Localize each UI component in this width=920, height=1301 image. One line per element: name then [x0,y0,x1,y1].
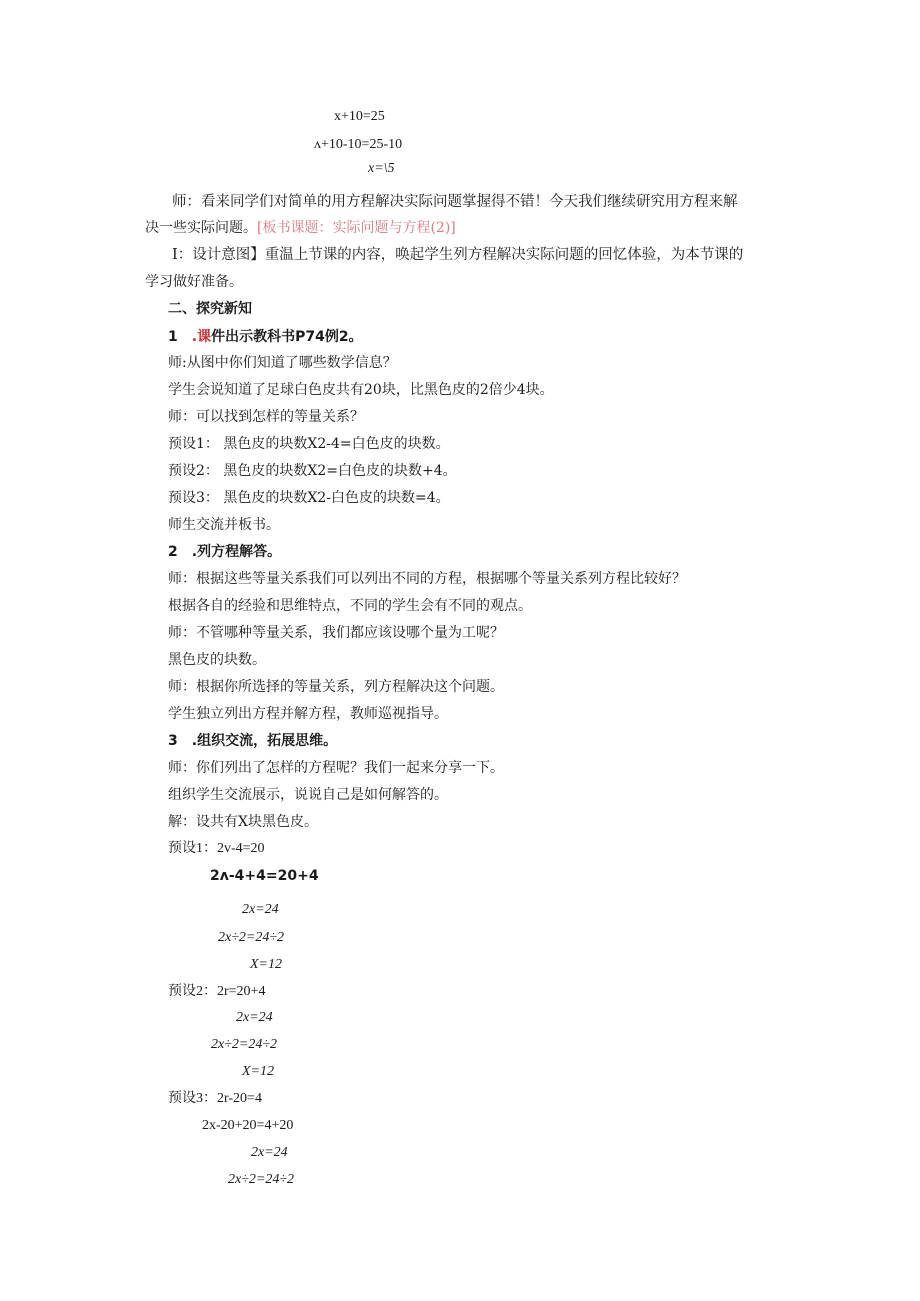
step-text: .列方程解答。 [191,544,282,560]
section-heading: 二、探究新知 [168,301,252,317]
dialog-line: 根据各自的经验和思维特点，不同的学生会有不同的观点。 [168,598,532,614]
dialog-line: 师:从图中你们知道了哪些数学信息？ [168,355,397,371]
dialog-line: 组织学生交流展示，说说自己是如何解答的。 [168,787,448,803]
preset-label: 预设2：2r=20+4 [168,984,266,999]
dialog-line: 预设2： 黑色皮的块数X2=白色皮的块数+4。 [168,463,457,479]
dialog-line: 解：设共有X块黑色皮。 [168,814,318,830]
equation-step: 2x÷2=24÷2 [211,1037,278,1052]
dialog-line: 师：你们列出了怎样的方程呢？我们一起来分享一下。 [168,760,504,776]
paragraph-line: 师：看来同学们对简单的用方程解决实际问题掌握得不错！今天我们继续研究用方程来解 [172,194,738,210]
equation-step: 2ʌ-4+4=20+4 [210,868,319,884]
step-number: 1 [168,329,178,345]
equation-line: x=\5 [368,161,395,176]
step-number: 2 [168,544,178,560]
equation-step: 2x=24 [251,1145,288,1160]
dialog-line: 黑色皮的块数。 [168,652,266,668]
equation-step: X=12 [242,1064,274,1079]
dialog-line: 师：可以找到怎样的等量关系？ [168,409,364,425]
dialog-line: 师：不管哪种等量关系，我们都应该设哪个量为工呢？ [168,625,504,641]
equation-step: 2x=24 [236,1010,273,1025]
equation-step: 2x-20+20=4+20 [202,1118,294,1133]
equation-step: X=12 [250,957,282,972]
design-intent-line: 学习做好准备。 [145,274,243,290]
step-text: .组织交流，拓展思维。 [191,733,338,749]
dialog-line: 师：根据你所选择的等量关系，列方程解决这个问题。 [168,679,504,695]
step-heading [168,327,363,347]
design-intent-line: I：设计意图】重温上节课的内容，唤起学生列方程解决实际问题的回忆体验，为本节课的 [172,247,744,263]
dialog-line: 师生交流并板书。 [168,517,280,533]
step-text: 件出示教科书P74例2。 [211,329,363,345]
step-number: 3 [168,733,178,749]
paragraph-line [145,218,456,238]
board-title-note: [板书课题：实际问题与方程(2)] [257,220,456,236]
paragraph-text: 决一些实际问题。 [145,220,257,236]
highlight-word: 课 [197,329,212,345]
dialog-line: 预设3： 黑色皮的块数X2-白色皮的块数=4。 [168,490,450,506]
dialog-line: 师：根据这些等量关系我们可以列出不同的方程，根据哪个等量关系列方程比较好？ [168,571,686,587]
step-dot: . [191,329,198,345]
equation-step: 2x=24 [242,902,279,917]
dialog-line: 预设1： 黑色皮的块数X2-4=白色皮的块数。 [168,436,450,452]
preset-label: 预设1：2v-4=20 [168,841,265,856]
equation-line: x+10=25 [334,109,385,124]
dialog-line: 学生独立列出方程并解方程，教师巡视指导。 [168,706,448,722]
equation-line: ʌ+10-10=25-10 [314,137,403,152]
preset-label: 预设3：2r-20=4 [168,1091,262,1106]
dialog-line: 学生会说知道了足球白色皮共有20块，比黑色皮的2倍少4块。 [168,382,554,398]
step-heading [168,731,337,751]
step-heading [168,542,281,562]
equation-step: 2x÷2=24÷2 [218,930,285,945]
equation-step: 2x÷2=24÷2 [228,1172,295,1187]
